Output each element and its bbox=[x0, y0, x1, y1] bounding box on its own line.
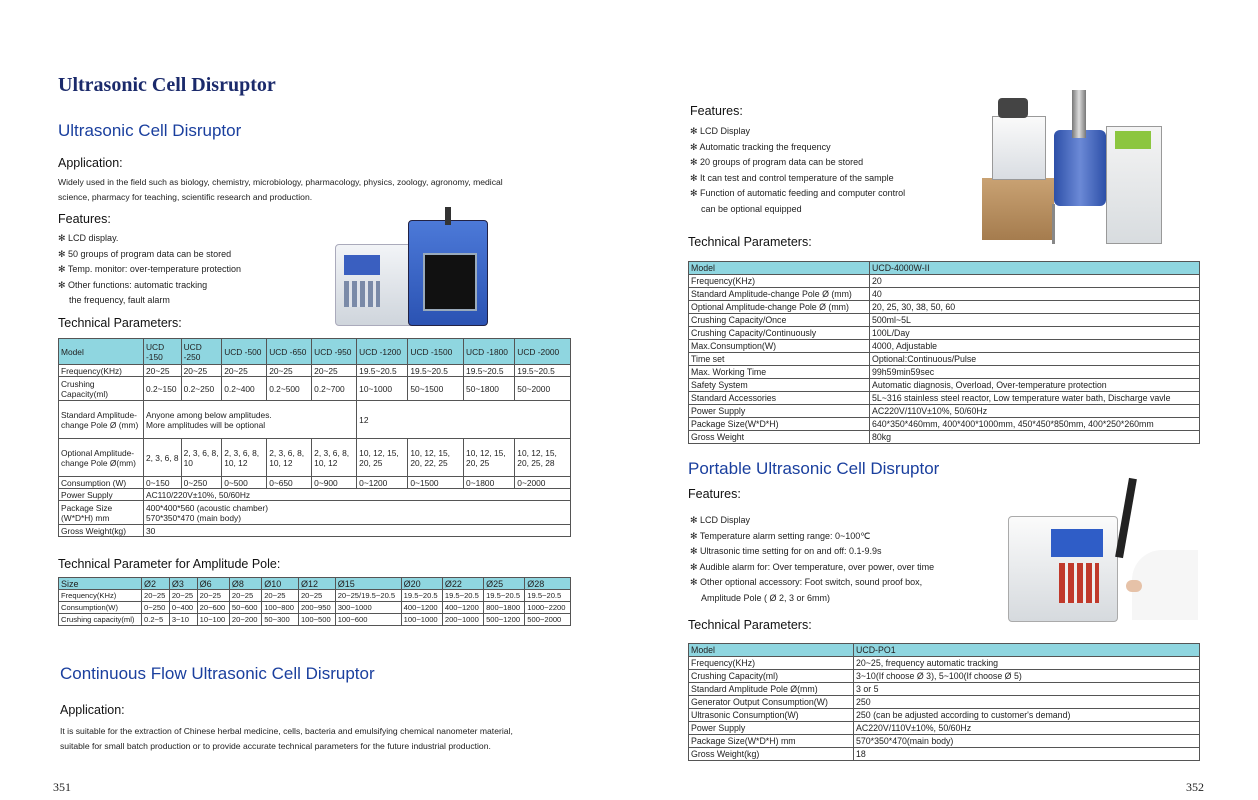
section-title-portable: Portable Ultrasonic Cell Disruptor bbox=[688, 459, 940, 478]
table-row bbox=[689, 748, 1200, 761]
table-cell: Crushing Capacity/Once bbox=[689, 314, 870, 327]
table-cell: 20 bbox=[870, 275, 1200, 288]
keypad bbox=[1059, 563, 1099, 603]
table-cell: Ø8 bbox=[229, 578, 261, 590]
section-title-cell-disruptor: Ultrasonic Cell Disruptor bbox=[58, 121, 242, 140]
table-row bbox=[689, 392, 1200, 405]
table-row bbox=[59, 339, 571, 365]
feature-item: ✻ Temperature alarm setting range: 0~100℃ bbox=[690, 529, 990, 545]
table-cell: 10~100 bbox=[197, 614, 229, 626]
table-cell: Ø20 bbox=[401, 578, 442, 590]
table-cell: Crushing Capacity(ml) bbox=[689, 670, 854, 683]
table-cell: 0~900 bbox=[312, 477, 357, 489]
table-cell: Size bbox=[59, 578, 142, 590]
table-cell: Ø28 bbox=[525, 578, 571, 590]
table-row bbox=[59, 578, 571, 590]
table-row bbox=[689, 644, 1200, 657]
table-row bbox=[59, 439, 571, 477]
table-cell: 3 or 5 bbox=[854, 683, 1200, 696]
table-cell: 19.5~20.5 bbox=[525, 590, 571, 602]
table-cell: 30 bbox=[144, 525, 571, 537]
chamber-window bbox=[423, 253, 477, 311]
table-cell: Time set bbox=[689, 353, 870, 366]
table-cell: Frequency(KHz) bbox=[689, 275, 870, 288]
table-row bbox=[59, 602, 571, 614]
table-cell: Ø12 bbox=[298, 578, 335, 590]
table-cell: 10, 12, 15, 20, 25 bbox=[357, 439, 408, 477]
application-line-2: suitable for small batch production or to provide accurate technical parameters for the future industrial production. bbox=[60, 741, 491, 751]
portable-generator bbox=[1008, 516, 1118, 622]
table-cell: Consumption (W) bbox=[59, 477, 144, 489]
table-cell: Power Supply bbox=[59, 489, 144, 501]
table-cell: 0.2~500 bbox=[267, 377, 312, 401]
application-heading-2: Application: bbox=[60, 703, 125, 717]
table-row bbox=[59, 614, 571, 626]
table-cell: 99h59min59sec bbox=[870, 366, 1200, 379]
page-number-right: 352 bbox=[1186, 780, 1204, 794]
table-cell: 50~1500 bbox=[408, 377, 464, 401]
table-cell: 50~600 bbox=[229, 602, 261, 614]
table-cell: 19.5~20.5 bbox=[401, 590, 442, 602]
feature-item-cont: can be optional equipped bbox=[701, 203, 802, 214]
table-cell: Standard Accessories bbox=[689, 392, 870, 405]
table-row bbox=[59, 525, 571, 537]
feature-item: ✻ LCD Display bbox=[690, 513, 990, 529]
table-cell: UCD -1200 bbox=[357, 339, 408, 365]
table-cell: 20~25 bbox=[267, 365, 312, 377]
table-row bbox=[689, 657, 1200, 670]
feature-item: ✻ Other functions: automatic tracking bbox=[58, 278, 328, 294]
control-panel bbox=[1115, 131, 1151, 149]
amplitude-heading: Technical Parameter for Amplitude Pole: bbox=[58, 557, 281, 571]
table-cell: Crushing Capacity/Continuously bbox=[689, 327, 870, 340]
table-cell: Ø10 bbox=[262, 578, 299, 590]
table-cell: 12 bbox=[357, 401, 571, 439]
table-cell: UCD-4000W-II bbox=[870, 262, 1200, 275]
application-text bbox=[58, 175, 578, 205]
transducer bbox=[1072, 90, 1086, 138]
table-row bbox=[689, 431, 1200, 444]
tech-params-table-portable bbox=[688, 643, 1200, 761]
table-cell: 20~25/19.5~20.5 bbox=[335, 590, 401, 602]
table-cell: UCD -250 bbox=[181, 339, 222, 365]
table-cell: UCD -1500 bbox=[408, 339, 464, 365]
table-cell: 0~150 bbox=[144, 477, 182, 489]
table-cell: 20~200 bbox=[229, 614, 261, 626]
table-cell: Crushing Capacity(ml) bbox=[59, 377, 144, 401]
table-cell: 400~1200 bbox=[401, 602, 442, 614]
table-cell: Package Size(W*D*H) mm bbox=[689, 735, 854, 748]
product-image-portable bbox=[1004, 476, 1200, 622]
table-cell: Ø6 bbox=[197, 578, 229, 590]
features-heading-right: Features: bbox=[690, 104, 743, 118]
table-cell: 500~1200 bbox=[484, 614, 525, 626]
table-row bbox=[689, 379, 1200, 392]
feature-item: ✻ Function of automatic feeding and computer control bbox=[690, 186, 970, 202]
feature-item: ✻ 20 groups of program data can be stored bbox=[690, 155, 970, 171]
table-cell: 0~400 bbox=[169, 602, 197, 614]
table-cell: Gross Weight(kg) bbox=[59, 525, 144, 537]
table-cell: 20~25 bbox=[222, 365, 267, 377]
table-cell: 640*350*460mm, 400*400*1000mm, 450*450*850mm, 400*250*260mm bbox=[870, 418, 1200, 431]
table-row bbox=[689, 735, 1200, 748]
pkg-line-1: 400*400*560 (acoustic chamber) bbox=[146, 502, 268, 513]
table-row bbox=[689, 340, 1200, 353]
table-cell: Max.Consumption(W) bbox=[689, 340, 870, 353]
water-bath bbox=[1106, 126, 1162, 244]
table-row bbox=[689, 722, 1200, 735]
table-cell: Ø22 bbox=[442, 578, 483, 590]
table-cell: 400~1200 bbox=[442, 602, 483, 614]
feature-item: ✻ 50 groups of program data can be stored bbox=[58, 247, 328, 263]
table-cell: 200~950 bbox=[298, 602, 335, 614]
feature-item: ✻ Other optional accessory: Foot switch, sound proof box, bbox=[690, 575, 990, 591]
table-cell: Frequency(KHz) bbox=[59, 365, 144, 377]
table-cell: 0~1200 bbox=[357, 477, 408, 489]
table-cell: 20~25 bbox=[142, 590, 170, 602]
table-cell: Ultrasonic Consumption(W) bbox=[689, 709, 854, 722]
table-cell: 0~500 bbox=[222, 477, 267, 489]
table-cell: 10, 12, 15, 20, 22, 25 bbox=[408, 439, 464, 477]
table-cell: UCD -500 bbox=[222, 339, 267, 365]
table-cell: 2, 3, 6, 8 bbox=[144, 439, 182, 477]
table-row bbox=[689, 683, 1200, 696]
table-cell: 19.5~20.5 bbox=[442, 590, 483, 602]
table-row bbox=[689, 327, 1200, 340]
feature-item: ✻ Ultrasonic time setting for on and off: 0.1-9.9s bbox=[690, 544, 990, 560]
table-cell: Package Size(W*D*H) bbox=[689, 418, 870, 431]
feature-item: ✻ LCD Display bbox=[690, 124, 970, 140]
table-cell: AC220V/110V±10%, 50/60Hz bbox=[870, 405, 1200, 418]
table-cell: 50~2000 bbox=[515, 377, 571, 401]
tech-params-table bbox=[58, 338, 571, 537]
table-cell: 100~500 bbox=[298, 614, 335, 626]
table-cell bbox=[144, 501, 571, 525]
table-cell: 19.5~20.5 bbox=[464, 365, 515, 377]
table-row bbox=[689, 314, 1200, 327]
table-cell: 50~300 bbox=[262, 614, 299, 626]
application-line-1: It is suitable for the extraction of Chinese herbal medicine, cells, bacteria and emulsifying chemical nanometer material, bbox=[60, 726, 513, 736]
table-cell: UCD-PO1 bbox=[854, 644, 1200, 657]
table-cell: 800~1800 bbox=[484, 602, 525, 614]
table-cell: UCD -1800 bbox=[464, 339, 515, 365]
table-row bbox=[689, 405, 1200, 418]
tech-params-heading: Technical Parameters: bbox=[58, 316, 182, 330]
handheld-probe bbox=[1115, 478, 1137, 558]
generator-unit bbox=[992, 116, 1046, 180]
features-list-right bbox=[690, 124, 970, 218]
table-cell: 0.2~150 bbox=[144, 377, 182, 401]
table-cell: Ø15 bbox=[335, 578, 401, 590]
tech-params-heading-right: Technical Parameters: bbox=[688, 235, 812, 249]
table-cell: Ø25 bbox=[484, 578, 525, 590]
std-text-1: Anyone among below amplitudes. bbox=[146, 409, 272, 420]
table-cell: Crushing capacity(ml) bbox=[59, 614, 142, 626]
box-crate bbox=[982, 178, 1054, 240]
application-text-2 bbox=[60, 724, 580, 754]
table-cell: AC220V/110V±10%, 50/60Hz bbox=[854, 722, 1200, 735]
table-cell: UCD -950 bbox=[312, 339, 357, 365]
table-cell: 2, 3, 6, 8, 10, 12 bbox=[267, 439, 312, 477]
table-row bbox=[689, 353, 1200, 366]
horn bbox=[445, 207, 451, 225]
table-cell: 570*350*470(main body) bbox=[854, 735, 1200, 748]
table-cell: UCD -2000 bbox=[515, 339, 571, 365]
table-cell: Ø3 bbox=[169, 578, 197, 590]
table-cell: 20~25 bbox=[312, 365, 357, 377]
table-row bbox=[689, 696, 1200, 709]
table-cell: 250 bbox=[854, 696, 1200, 709]
table-cell: 100~1000 bbox=[401, 614, 442, 626]
table-cell: UCD -650 bbox=[267, 339, 312, 365]
table-cell: Model bbox=[59, 339, 144, 365]
application-line-2: science, pharmacy for teaching, scientific research and production. bbox=[58, 192, 313, 202]
application-heading: Application: bbox=[58, 156, 123, 170]
reactor-vessel bbox=[1054, 130, 1106, 206]
table-cell: 0~250 bbox=[181, 477, 222, 489]
table-row bbox=[59, 477, 571, 489]
table-cell: Standard Amplitude-change Pole Ø (mm) bbox=[59, 401, 144, 439]
table-cell: Generator Output Consumption(W) bbox=[689, 696, 854, 709]
pump-head bbox=[998, 98, 1028, 118]
std-text-2: More amplitudes will be optional bbox=[146, 419, 266, 430]
table-cell: 18 bbox=[854, 748, 1200, 761]
lcd-screen bbox=[1051, 529, 1103, 557]
table-cell: Optional:Continuous/Pulse bbox=[870, 353, 1200, 366]
amplitude-table bbox=[58, 577, 571, 626]
feature-item: ✻ It can test and control temperature of the sample bbox=[690, 171, 970, 187]
table-cell: 0.2~400 bbox=[222, 377, 267, 401]
table-cell: 0~250 bbox=[142, 602, 170, 614]
tech-params-table-ucd4000 bbox=[688, 261, 1200, 444]
table-cell: 10, 12, 15, 20, 25, 28 bbox=[515, 439, 571, 477]
table-cell: Model bbox=[689, 262, 870, 275]
table-cell: 20~25 bbox=[197, 590, 229, 602]
table-cell: 0.2~5 bbox=[142, 614, 170, 626]
table-cell: 0~650 bbox=[267, 477, 312, 489]
table-cell: Safety System bbox=[689, 379, 870, 392]
feature-item: ✻ Audible alarm for: Over temperature, over power, over time bbox=[690, 560, 990, 576]
table-cell: 250 (can be adjusted according to customer's demand) bbox=[854, 709, 1200, 722]
product-image-continuous-system bbox=[978, 86, 1164, 246]
hand bbox=[1126, 580, 1142, 592]
table-cell: 20~600 bbox=[197, 602, 229, 614]
table-cell: Ø2 bbox=[142, 578, 170, 590]
table-cell: Standard Amplitude Pole Ø(mm) bbox=[689, 683, 854, 696]
table-cell: 3~10 bbox=[169, 614, 197, 626]
table-cell: 20~25, frequency automatic tracking bbox=[854, 657, 1200, 670]
table-cell: 4000, Adjustable bbox=[870, 340, 1200, 353]
table-cell: 20, 25, 30, 38, 50, 60 bbox=[870, 301, 1200, 314]
sound-box-unit bbox=[408, 220, 488, 326]
table-row bbox=[689, 301, 1200, 314]
section-title-continuous-flow: Continuous Flow Ultrasonic Cell Disruptor bbox=[60, 664, 375, 683]
table-cell: 80kg bbox=[870, 431, 1200, 444]
table-cell: 1000~2200 bbox=[525, 602, 571, 614]
table-cell: Optional Amplitude-change Pole Ø(mm) bbox=[59, 439, 144, 477]
table-row bbox=[689, 418, 1200, 431]
table-cell: Automatic diagnosis, Overload, Over-temperature protection bbox=[870, 379, 1200, 392]
table-cell: 19.5~20.5 bbox=[408, 365, 464, 377]
table-cell: 0~1800 bbox=[464, 477, 515, 489]
application-line-1: Widely used in the field such as biology, chemistry, microbiology, pharmacology, physics, zoology, agronomy, medical bbox=[58, 177, 503, 187]
table-cell: 500ml~5L bbox=[870, 314, 1200, 327]
table-cell: UCD -150 bbox=[144, 339, 182, 365]
table-cell: 2, 3, 6, 8, 10 bbox=[181, 439, 222, 477]
feature-item-cont: Amplitude Pole ( Ø 2, 3 or 6mm) bbox=[701, 592, 831, 603]
table-cell bbox=[144, 401, 357, 439]
features-heading: Features: bbox=[58, 212, 111, 226]
table-cell: Max. Working Time bbox=[689, 366, 870, 379]
table-cell: 20~25 bbox=[169, 590, 197, 602]
table-cell: Frequency(KHz) bbox=[689, 657, 854, 670]
table-cell: 2, 3, 6, 8, 10, 12 bbox=[222, 439, 267, 477]
table-cell: 10, 12, 15, 20, 25 bbox=[464, 439, 515, 477]
feature-item: ✻ Temp. monitor: over-temperature protection bbox=[58, 262, 328, 278]
lcd-screen bbox=[344, 255, 380, 275]
table-row bbox=[59, 401, 571, 439]
table-row bbox=[689, 709, 1200, 722]
table-row bbox=[59, 590, 571, 602]
table-cell: Consumption(W) bbox=[59, 602, 142, 614]
table-cell: 10~1000 bbox=[357, 377, 408, 401]
feature-item: ✻ LCD display. bbox=[58, 231, 328, 247]
table-cell: 20~25 bbox=[298, 590, 335, 602]
table-cell: 5L~316 stainless steel reactor, Low temperature water bath, Discharge vavle bbox=[870, 392, 1200, 405]
product-image-cell-disruptor bbox=[332, 214, 492, 326]
page-number-left: 351 bbox=[53, 780, 71, 794]
table-cell: 500~2000 bbox=[525, 614, 571, 626]
keypad bbox=[344, 281, 380, 307]
table-cell: Package Size (W*D*H) mm bbox=[59, 501, 144, 525]
table-row bbox=[689, 670, 1200, 683]
table-row bbox=[689, 275, 1200, 288]
table-row bbox=[59, 489, 571, 501]
table-cell: 50~1800 bbox=[464, 377, 515, 401]
table-cell: 20~25 bbox=[144, 365, 182, 377]
table-row bbox=[59, 365, 571, 377]
table-cell: 100~600 bbox=[335, 614, 401, 626]
table-cell: Standard Amplitude-change Pole Ø (mm) bbox=[689, 288, 870, 301]
table-cell: 19.5~20.5 bbox=[515, 365, 571, 377]
table-cell: Model bbox=[689, 644, 854, 657]
table-cell: 0~2000 bbox=[515, 477, 571, 489]
features-list-portable bbox=[690, 513, 990, 607]
table-row bbox=[689, 288, 1200, 301]
table-cell: AC110/220V±10%, 50/60Hz bbox=[144, 489, 571, 501]
table-cell: 20~25 bbox=[262, 590, 299, 602]
table-row bbox=[59, 501, 571, 525]
table-cell: Power Supply bbox=[689, 405, 870, 418]
table-cell: 20~25 bbox=[181, 365, 222, 377]
table-cell: 40 bbox=[870, 288, 1200, 301]
table-row bbox=[59, 377, 571, 401]
features-list bbox=[58, 231, 328, 309]
table-cell: Power Supply bbox=[689, 722, 854, 735]
table-row bbox=[689, 262, 1200, 275]
table-cell: 0.2~250 bbox=[181, 377, 222, 401]
table-cell: 0.2~700 bbox=[312, 377, 357, 401]
table-cell: 19.5~20.5 bbox=[357, 365, 408, 377]
table-cell: 2, 3, 6, 8, 10, 12 bbox=[312, 439, 357, 477]
table-cell: Gross Weight bbox=[689, 431, 870, 444]
table-row bbox=[689, 366, 1200, 379]
controller-unit bbox=[335, 244, 415, 326]
table-cell: 0~1500 bbox=[408, 477, 464, 489]
table-cell: 100L/Day bbox=[870, 327, 1200, 340]
table-cell: 3~10(If choose Ø 3), 5~100(If choose Ø 5) bbox=[854, 670, 1200, 683]
table-cell: 19.5~20.5 bbox=[484, 590, 525, 602]
page-title: Ultrasonic Cell Disruptor bbox=[58, 74, 276, 96]
feature-item-cont: the frequency, fault alarm bbox=[69, 295, 170, 306]
tech-params-heading-portable: Technical Parameters: bbox=[688, 618, 812, 632]
pkg-line-2: 570*350*470 (main body) bbox=[146, 512, 241, 523]
table-cell: 200~1000 bbox=[442, 614, 483, 626]
table-cell: Optional Amplitude-change Pole Ø (mm) bbox=[689, 301, 870, 314]
table-cell: Frequency(KHz) bbox=[59, 590, 142, 602]
table-cell: 20~25 bbox=[229, 590, 261, 602]
table-cell: Gross Weight(kg) bbox=[689, 748, 854, 761]
features-heading-portable: Features: bbox=[688, 487, 741, 501]
table-cell: 100~800 bbox=[262, 602, 299, 614]
feature-item: ✻ Automatic tracking the frequency bbox=[690, 140, 970, 156]
table-cell: 300~1000 bbox=[335, 602, 401, 614]
